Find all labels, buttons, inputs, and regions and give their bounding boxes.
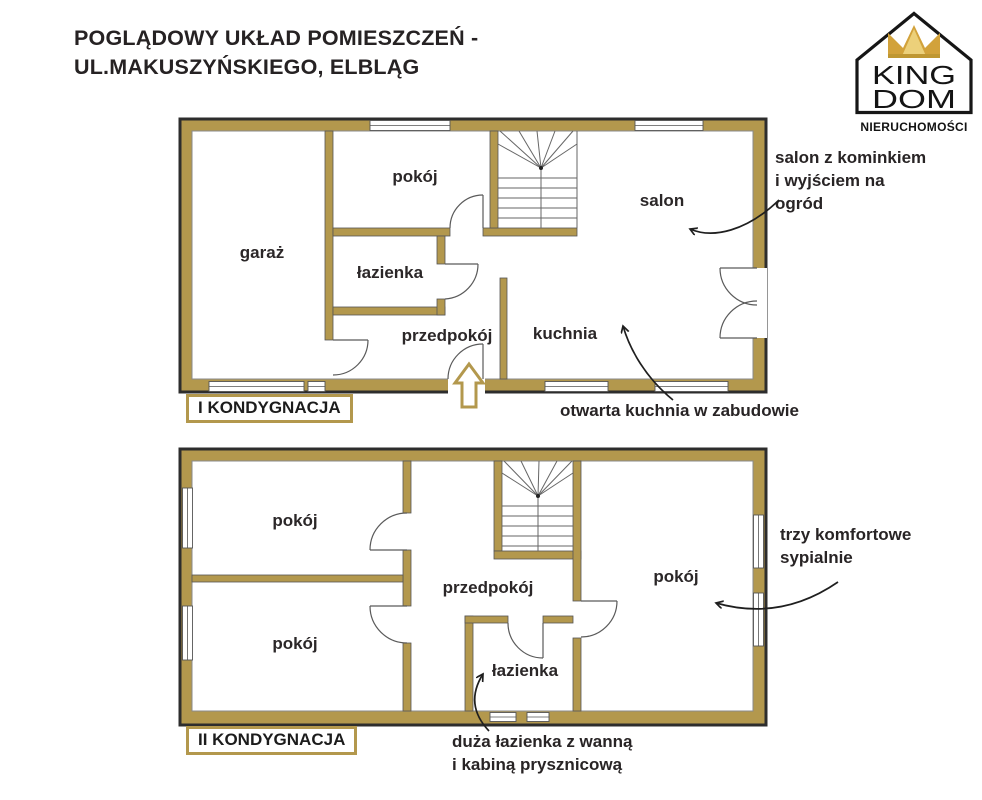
room-label-kuchnia: kuchnia <box>532 324 598 343</box>
logo-word-king: KING <box>872 60 956 90</box>
room-label-przedpokoj-f2: przedpokój <box>442 578 534 597</box>
logo-subtitle: NIERUCHOMOŚCI <box>860 120 968 134</box>
room-label-lazienka-f1: łazienka <box>356 263 424 282</box>
annotation-sypialnie <box>780 523 911 569</box>
annotation-sypialnie-line2: sypialnie <box>780 548 853 567</box>
garden-door-opening <box>752 268 767 338</box>
room-label-pokoj-bottom: pokój <box>272 634 318 653</box>
window <box>545 382 608 392</box>
annotation-lazienka-line2: i kabiną prysznicową <box>452 755 623 774</box>
annotation-lazienka-line1: duża łazienka z wanną <box>452 732 633 751</box>
room-label-garaz: garaż <box>239 243 285 262</box>
annotation-salon <box>775 146 926 215</box>
window <box>183 488 193 548</box>
annotation-salon-line3: ogród <box>775 194 824 213</box>
window <box>635 121 703 131</box>
kingdom-logo <box>852 10 976 134</box>
window <box>490 713 516 722</box>
page-title <box>74 24 478 82</box>
room-label-pokoj-f1: pokój <box>392 167 438 186</box>
annotation-salon-line1: salon z kominkiem <box>775 148 927 167</box>
title-line-2: UL.MAKUSZYŃSKIEGO, ELBLĄG <box>74 55 420 79</box>
window <box>754 515 764 568</box>
window <box>370 121 450 131</box>
floor1-label-box <box>186 394 353 423</box>
garage-door-window <box>209 382 304 392</box>
room-label-lazienka-f2: łazienka <box>491 661 559 680</box>
kingdom-logo-icon <box>852 10 976 116</box>
entrance-doorway <box>448 377 485 394</box>
annotation-kuchnia-line1: otwarta kuchnia w zabudowie <box>560 401 799 420</box>
floor1-plan <box>178 116 768 398</box>
annotation-kuchnia <box>560 399 799 422</box>
annotation-lazienka <box>452 730 632 776</box>
floor2-plan <box>178 446 768 730</box>
annotation-salon-line2: i wyjściem na <box>775 171 885 190</box>
room-label-pokoj-top: pokój <box>272 511 318 530</box>
room-label-salon: salon <box>639 191 685 210</box>
floor1-label: I KONDYGNACJA <box>198 398 341 417</box>
room-label-pokoj-right: pokój <box>653 567 699 586</box>
floor2-label-box <box>186 726 357 755</box>
room-label-przedpokoj-f1: przedpokój <box>401 326 493 345</box>
logo-word-dom: DOM <box>872 84 956 114</box>
window <box>655 382 728 392</box>
window <box>183 606 193 660</box>
floor2-label: II KONDYGNACJA <box>198 730 346 749</box>
annotation-sypialnie-line1: trzy komfortowe <box>780 525 912 544</box>
title-line-1: POGLĄDOWY UKŁAD POMIESZCZEŃ - <box>74 26 479 50</box>
window <box>754 593 764 646</box>
window <box>308 382 325 392</box>
window <box>527 713 549 722</box>
